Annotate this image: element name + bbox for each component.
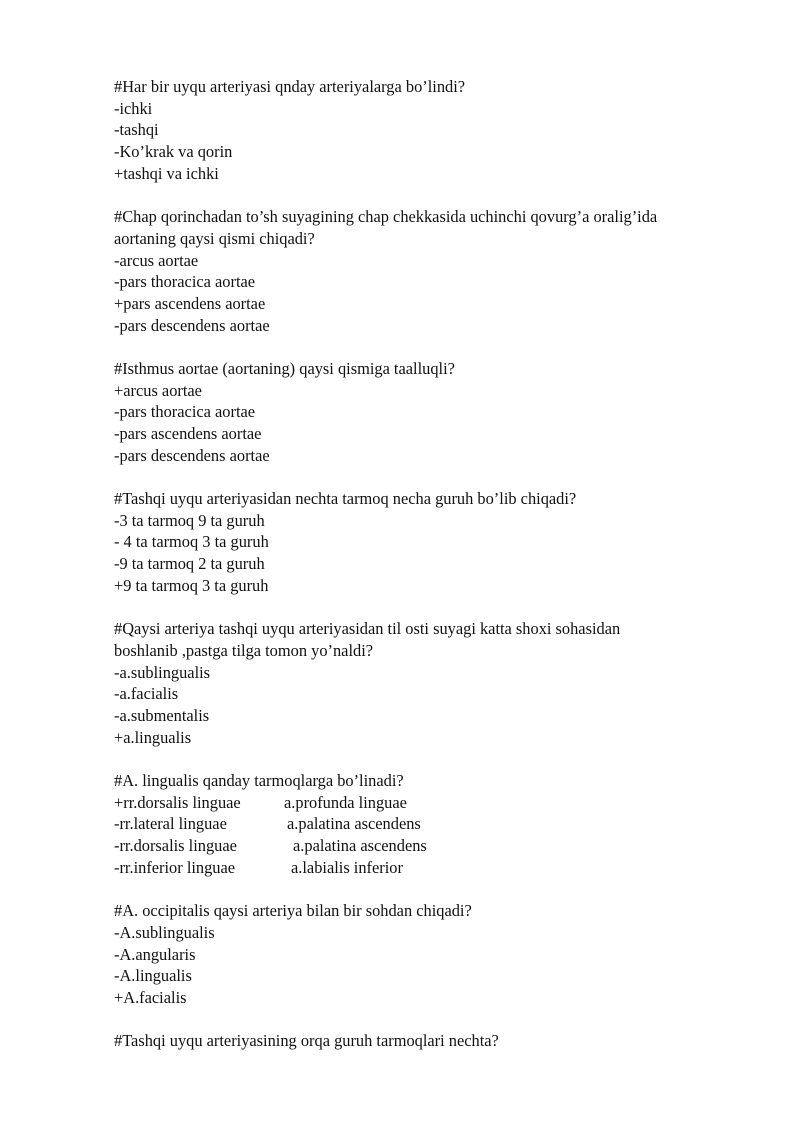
blank-line xyxy=(114,466,754,488)
answer-option: - 4 ta tarmoq 3 ta guruh xyxy=(114,532,269,552)
option-right-text: a.palatina ascendens xyxy=(293,836,427,856)
question-text: boshlanib ,pastga tilga tomon yo’naldi? xyxy=(114,640,374,660)
answer-option xyxy=(114,857,754,879)
question-block xyxy=(114,618,754,748)
answer-option xyxy=(114,813,754,835)
question-text: #Har bir uyqu arteriyasi qnday arteriyalarga bo’lindi? xyxy=(114,77,466,96)
answer-option: -tashqi xyxy=(114,120,159,140)
answer-option: -pars thoracica aortae xyxy=(114,272,256,292)
option-left-text: -rr.dorsalis linguae xyxy=(114,836,237,856)
question-block xyxy=(114,358,754,466)
blank-line xyxy=(114,878,754,900)
answer-option: -pars descendens aortae xyxy=(114,315,270,335)
answer-option: -9 ta tarmoq 2 ta guruh xyxy=(114,554,265,574)
blank-line xyxy=(114,336,754,358)
answer-option: -pars descendens aortae xyxy=(114,445,270,465)
question-text: #Chap qorinchadan to’sh suyagining chap chekkasida uchinchi qovurg’a oralig’ida xyxy=(114,207,658,227)
answer-option: -arcus aortae xyxy=(114,250,199,270)
option-left-text: -rr.lateral linguae xyxy=(114,814,227,834)
question-block xyxy=(114,488,754,596)
document-page xyxy=(114,76,754,1052)
question-text: #Tashqi uyqu arteriyasidan nechta tarmoq necha guruh bo’lib chiqadi? xyxy=(114,489,577,509)
answer-option-correct: +tashqi va ichki xyxy=(114,163,219,183)
question-text: #Isthmus aortae (aortaning) qaysi qismiga taalluqli? xyxy=(114,358,455,378)
blank-line xyxy=(114,184,754,206)
question-block xyxy=(114,900,754,1008)
option-right-text: a.labialis inferior xyxy=(291,857,403,877)
answer-option: -A.angularis xyxy=(114,944,196,964)
blank-line xyxy=(114,748,754,770)
answer-option: -Ko’krak va qorin xyxy=(114,142,233,162)
answer-option: -A.sublingualis xyxy=(114,922,215,942)
option-right-text: a.palatina ascendens xyxy=(287,814,421,834)
answer-option: -3 ta tarmoq 9 ta guruh xyxy=(114,510,265,530)
answer-option: -pars thoracica aortae xyxy=(114,402,256,422)
option-left-text: +rr.dorsalis linguae xyxy=(114,792,241,812)
answer-option-correct: +A.facialis xyxy=(114,987,187,1007)
answer-option: -A.lingualis xyxy=(114,966,192,986)
answer-option: -a.sublingualis xyxy=(114,662,211,682)
question-block xyxy=(114,1030,754,1052)
question-block xyxy=(114,76,754,184)
answer-option-correct: +9 ta tarmoq 3 ta guruh xyxy=(114,575,269,595)
answer-option-correct: +pars ascendens aortae xyxy=(114,293,266,313)
answer-option-correct: +arcus aortae xyxy=(114,380,202,400)
question-block xyxy=(114,206,754,336)
blank-line xyxy=(114,1009,754,1031)
answer-option: -a.facialis xyxy=(114,684,179,704)
answer-option: -pars ascendens aortae xyxy=(114,424,262,443)
question-text: aortaning qaysi qismi chiqadi? xyxy=(114,228,315,248)
option-right-text: a.profunda linguae xyxy=(284,792,407,812)
question-text: #A. occipitalis qaysi arteriya bilan bir sohdan chiqadi? xyxy=(114,901,472,921)
answer-option: -ichki xyxy=(114,98,153,118)
answer-option-correct: +a.lingualis xyxy=(114,727,192,747)
blank-line xyxy=(114,597,754,619)
question-block xyxy=(114,770,754,878)
answer-option: -a.submentalis xyxy=(114,705,210,725)
answer-option-correct xyxy=(114,792,754,814)
option-left-text: -rr.inferior linguae xyxy=(114,857,236,877)
question-text: #Tashqi uyqu arteriyasining orqa guruh tarmoqlari nechta? xyxy=(114,1031,499,1051)
question-text: #Qaysi arteriya tashqi uyqu arteriyasidan til osti suyagi katta shoxi sohasidan xyxy=(114,619,621,639)
answer-option xyxy=(114,835,754,857)
question-text: #A. lingualis qanday tarmoqlarga bo’linadi? xyxy=(114,771,404,790)
